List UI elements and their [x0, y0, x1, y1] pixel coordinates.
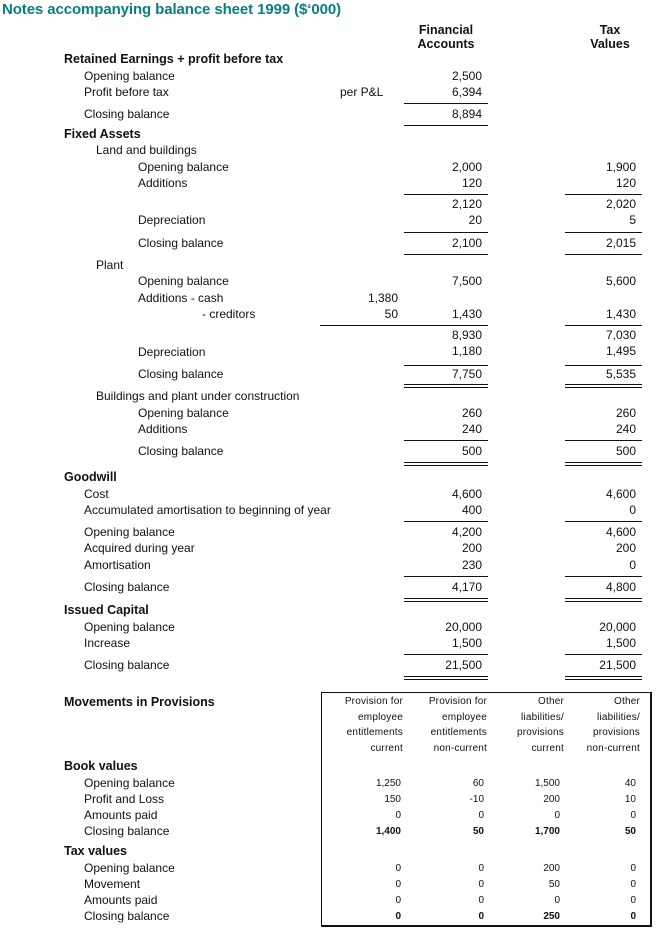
divider	[565, 232, 642, 233]
cell: 50	[548, 879, 560, 890]
cell: 0	[554, 810, 560, 821]
value-financial: 230	[461, 558, 482, 572]
header-line: employee	[442, 711, 487, 723]
cell: 150	[384, 794, 401, 805]
divider	[565, 194, 642, 195]
section-heading-issued-capital: Issued Capital	[64, 603, 149, 617]
value-financial: 20,000	[445, 620, 482, 634]
provisions-column-header	[407, 694, 487, 756]
cell: 200	[543, 794, 560, 805]
subsection-heading-land: Land and buildings	[96, 143, 197, 157]
row-note: per P&L	[340, 85, 384, 99]
cell-total: 50	[472, 826, 484, 837]
value-financial: 21,500	[445, 658, 482, 672]
row-label: - creditors	[202, 307, 256, 321]
row-label: Closing balance	[84, 909, 170, 923]
value-tax: 5,535	[605, 367, 636, 381]
value-tax: 1,430	[605, 307, 636, 321]
value-financial: 200	[461, 541, 482, 555]
value-financial: 260	[461, 406, 482, 420]
row-label: Additions	[138, 176, 188, 190]
value-additions-cash: 1,380	[367, 291, 398, 305]
double-divider	[404, 598, 488, 602]
provisions-column-header	[323, 694, 403, 756]
value-financial: 120	[461, 176, 482, 190]
value-tax: 1,900	[605, 160, 636, 174]
value-financial: 4,600	[451, 487, 482, 501]
divider	[404, 365, 488, 366]
header-line: Other	[537, 696, 564, 707]
column-header-line: Financial	[418, 23, 474, 37]
double-divider	[565, 676, 642, 680]
double-divider	[404, 676, 488, 680]
cell: 0	[630, 810, 636, 821]
value-financial: 4,170	[451, 580, 482, 594]
header-line: entitlements	[430, 727, 487, 738]
row-label: Closing balance	[84, 824, 170, 838]
value-tax: 0	[629, 503, 636, 517]
subsection-heading-tax-values: Tax values	[64, 844, 128, 858]
value-financial: 1,500	[451, 636, 482, 650]
page-title: Notes accompanying balance sheet 1999 ($‘000)	[2, 1, 341, 18]
section-heading-goodwill: Goodwill	[64, 470, 117, 484]
divider	[565, 576, 642, 577]
row-label: Opening balance	[84, 69, 175, 83]
divider	[404, 125, 488, 126]
value-tax: 4,600	[605, 525, 636, 539]
row-label: Opening balance	[84, 776, 175, 790]
value-financial: 7,500	[451, 274, 482, 288]
row-label: Closing balance	[84, 580, 170, 594]
subsection-heading-plant: Plant	[96, 258, 124, 272]
value-tax: 500	[615, 444, 636, 458]
divider	[404, 576, 488, 577]
value-tax: 260	[615, 406, 636, 420]
cell: 40	[624, 778, 636, 789]
cell: 0	[395, 810, 401, 821]
row-label: Additions	[138, 422, 188, 436]
row-label: Closing balance	[84, 107, 170, 121]
value-financial: 1,430	[451, 307, 482, 321]
cell: 0	[395, 895, 401, 906]
cell: 0	[478, 863, 484, 874]
value-financial: 20	[468, 213, 482, 227]
row-label: Amortisation	[84, 558, 151, 572]
double-divider	[565, 598, 642, 602]
column-header-line: Tax	[599, 23, 621, 37]
cell: 0	[478, 895, 484, 906]
section-heading-retained-earnings: Retained Earnings + profit before tax	[64, 52, 284, 66]
cell: 0	[478, 879, 484, 890]
cell: 1,250	[375, 778, 401, 789]
column-header-financial-accounts	[406, 23, 486, 51]
row-label: Opening balance	[84, 861, 175, 875]
cell: 60	[472, 778, 484, 789]
value-tax: 20,000	[599, 620, 636, 634]
cell-total: 50	[624, 826, 636, 837]
cell: 0	[630, 863, 636, 874]
header-line: provisions	[592, 727, 640, 738]
value-financial: 2,000	[451, 160, 482, 174]
value-financial: 8,930	[451, 328, 482, 342]
value-tax: 4,800	[605, 580, 636, 594]
cell-total: 0	[395, 911, 401, 922]
value-tax: 0	[629, 558, 636, 572]
divider	[320, 325, 488, 326]
row-label: Closing balance	[138, 236, 224, 250]
cell-total: 250	[543, 911, 560, 922]
column-header-line: Accounts	[417, 37, 475, 51]
cell: 200	[543, 863, 560, 874]
row-label: Closing balance	[84, 658, 170, 672]
cell: -10	[469, 794, 484, 805]
row-label: Opening balance	[138, 274, 229, 288]
cell: 0	[395, 879, 401, 890]
row-label: Closing balance	[138, 444, 224, 458]
value-tax: 5	[629, 213, 636, 227]
row-label: Amounts paid	[84, 808, 158, 822]
value-tax: 2,020	[605, 197, 636, 211]
cell: 0	[554, 895, 560, 906]
divider	[404, 194, 488, 195]
row-label: Profit before tax	[84, 85, 169, 99]
row-label: Opening balance	[84, 525, 175, 539]
header-line: entitlements	[346, 727, 403, 738]
cell: 0	[478, 810, 484, 821]
value-financial: 8,894	[451, 107, 482, 121]
row-label: Additions - cash	[138, 291, 224, 305]
divider	[404, 103, 488, 104]
row-label: Profit and Loss	[84, 792, 165, 806]
double-divider	[565, 384, 642, 388]
provisions-column-header	[484, 694, 564, 756]
divider	[404, 440, 488, 441]
cell: 0	[630, 879, 636, 890]
header-line: current	[370, 742, 403, 754]
value-tax: 7,030	[605, 328, 636, 342]
cell: 1,500	[534, 778, 560, 789]
value-tax: 120	[615, 176, 636, 190]
divider	[404, 254, 488, 255]
cell: 0	[395, 863, 401, 874]
value-financial: 1,180	[451, 344, 482, 358]
header-line: Provision for	[428, 696, 487, 707]
double-divider	[404, 462, 488, 466]
divider	[565, 440, 642, 441]
divider	[404, 232, 488, 233]
row-label: Depreciation	[138, 345, 206, 359]
value-financial: 400	[461, 503, 482, 517]
value-financial: 2,100	[451, 236, 482, 250]
row-label: Opening balance	[84, 620, 175, 634]
cell-total: 0	[478, 911, 484, 922]
row-label: Opening balance	[138, 406, 229, 420]
section-heading-movements-in-provisions: Movements in Provisions	[64, 695, 215, 709]
header-line: liabilities/	[521, 711, 564, 723]
row-label: Acquired during year	[84, 541, 195, 555]
row-label: Increase	[84, 636, 131, 650]
divider	[565, 521, 642, 522]
header-line: Other	[613, 696, 640, 707]
header-line: Provision for	[344, 696, 403, 707]
section-heading-fixed-assets: Fixed Assets	[64, 127, 141, 141]
value-tax: 200	[615, 541, 636, 555]
value-financial: 4,200	[451, 525, 482, 539]
value-tax: 2,015	[605, 236, 636, 250]
cell: 10	[624, 794, 636, 805]
divider	[565, 325, 642, 326]
row-label: Cost	[84, 487, 109, 501]
row-label: Movement	[84, 877, 141, 891]
header-line: employee	[358, 711, 403, 723]
cell-total: 0	[630, 911, 636, 922]
value-financial: 500	[461, 444, 482, 458]
row-label: Depreciation	[138, 213, 206, 227]
value-tax: 21,500	[599, 658, 636, 672]
divider	[565, 254, 642, 255]
value-tax: 5,600	[605, 274, 636, 288]
value-financial: 240	[461, 422, 482, 436]
row-label: Amounts paid	[84, 893, 158, 907]
header-line: liabilities/	[597, 711, 640, 723]
cell: 0	[630, 895, 636, 906]
divider	[565, 365, 642, 366]
value-financial: 2,500	[451, 69, 482, 83]
value-financial: 7,750	[451, 367, 482, 381]
row-label: Closing balance	[138, 367, 224, 381]
value-additions-creditors: 50	[384, 307, 398, 321]
column-header-tax-values	[572, 23, 648, 51]
divider	[404, 521, 488, 522]
header-line: non-current	[586, 742, 640, 754]
cell-total: 1,700	[534, 826, 560, 837]
double-divider	[404, 384, 488, 388]
divider	[565, 654, 642, 655]
row-label: Accumulated amortisation to beginning of year	[84, 503, 331, 517]
header-line: current	[531, 742, 564, 754]
value-tax: 4,600	[605, 487, 636, 501]
row-label: Opening balance	[138, 160, 229, 174]
subsection-heading-construction: Buildings and plant under construction	[96, 389, 300, 403]
header-line: provisions	[516, 727, 564, 738]
double-divider	[565, 462, 642, 466]
value-tax: 1,500	[605, 636, 636, 650]
value-financial: 2,120	[451, 197, 482, 211]
cell-total: 1,400	[375, 826, 401, 837]
value-tax: 240	[615, 422, 636, 436]
value-tax: 1,495	[605, 344, 636, 358]
header-line: non-current	[433, 742, 487, 754]
provisions-column-header	[560, 694, 640, 756]
column-header-line: Values	[590, 37, 630, 51]
subsection-heading-book-values: Book values	[64, 759, 138, 773]
divider	[404, 654, 488, 655]
value-financial: 6,394	[451, 85, 482, 99]
